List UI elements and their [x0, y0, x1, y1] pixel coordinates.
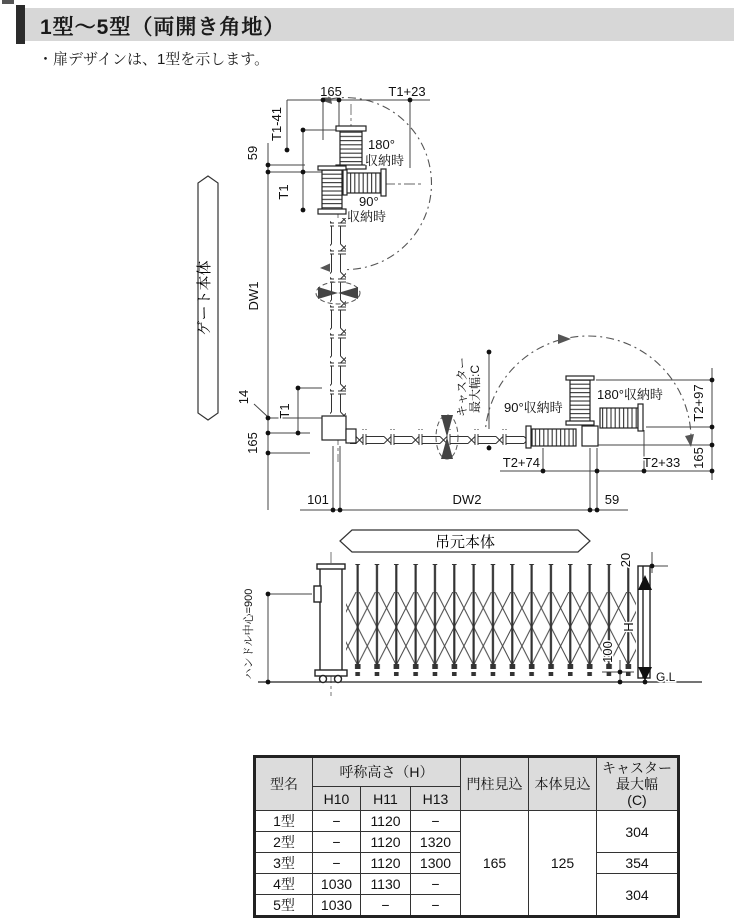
technical-drawing: [0, 70, 740, 720]
dim-t1plus23: T1+23: [388, 84, 426, 99]
label-180-stored-right: 180°収納時: [597, 387, 663, 402]
cell-caster-width: 304: [597, 874, 679, 917]
corner-post: [322, 416, 356, 443]
cell-caster-width: 354: [597, 853, 679, 874]
page-edge-mark: [2, 0, 14, 4]
dim-handle-center-900: ハンドル中心=900: [243, 588, 255, 680]
label-ground-level: G.L: [656, 670, 676, 684]
cell-h11: 1120: [361, 853, 411, 874]
dim-h: H: [621, 622, 636, 632]
cell-h11: −: [361, 895, 411, 917]
dim-100: 100: [600, 641, 615, 663]
dim-14: 14: [236, 389, 251, 405]
label-caster-max-width1: キャスター: [455, 356, 469, 418]
hinge-body-banner-label: 吊元本体: [434, 534, 496, 551]
dim-59-left: 59: [245, 145, 260, 161]
caster-header-line3: (C): [627, 792, 647, 809]
label-90-stored-top2: 収納時: [347, 209, 387, 224]
model-name: 2型: [255, 832, 313, 853]
model-name: 4型: [255, 874, 313, 895]
col-header-height-group: 呼称高さ（H）: [313, 757, 461, 787]
dim-165-left: 165: [245, 432, 260, 454]
caster-header-line2: 最大幅: [616, 775, 658, 792]
cell-h10: −: [313, 832, 361, 853]
col-header-pillar-depth: 門柱見込: [461, 757, 529, 811]
cell-h11: 1120: [361, 811, 411, 832]
section-title: 1型～5型（両開き角地）: [40, 16, 286, 39]
cell-h10: 1030: [313, 895, 361, 917]
dim-t2plus33: T2+33: [643, 455, 681, 470]
gate-body-banner-label: ゲート本体: [196, 260, 213, 336]
dim-t1-lower: T1: [277, 403, 292, 419]
col-header-caster-width: [597, 757, 679, 811]
cell-h11: 1130: [361, 874, 411, 895]
label-caster-max-width2: 最大幅:C: [468, 364, 482, 414]
dim-t1minus41: T1-41: [269, 107, 284, 141]
cell-h10: −: [313, 853, 361, 874]
dim-t2plus97: T2+97: [691, 384, 706, 422]
cell-h13: −: [411, 895, 461, 917]
cell-h13: −: [411, 811, 461, 832]
gate-chain-vertical: [330, 218, 346, 430]
dim-20: 20: [618, 552, 633, 568]
model-name: 1型: [255, 811, 313, 832]
design-note: ・扉デザインは、1型を示します。: [38, 51, 270, 68]
label-180-stored-top: 180°: [368, 137, 395, 152]
model-name: 5型: [255, 895, 313, 917]
dim-t2plus74: T2+74: [502, 455, 540, 470]
cell-caster-width: 304: [597, 811, 679, 853]
cell-h10: 1030: [313, 874, 361, 895]
dim-165-right: 165: [691, 447, 706, 469]
label-180-stored-top2: 収納時: [365, 153, 405, 168]
caster-header-line1: キャスター: [602, 759, 672, 776]
col-header-body-depth: 本体見込: [529, 757, 597, 811]
col-header-h10: H10: [313, 787, 361, 811]
dim-dw1: DW1: [246, 281, 261, 311]
dim-101: 101: [307, 492, 329, 507]
col-header-h13: H13: [411, 787, 461, 811]
cell-h13: −: [411, 874, 461, 895]
dim-59-bottom: 59: [604, 492, 620, 507]
cell-h10: −: [313, 811, 361, 832]
elevation-bars: [346, 564, 636, 676]
cell-body-depth: 125: [529, 811, 597, 917]
dim-165-top: 165: [320, 84, 342, 99]
model-name: 3型: [255, 853, 313, 874]
table-row: [255, 811, 679, 832]
spec-table: [253, 755, 680, 918]
cell-h13: 1320: [411, 832, 461, 853]
dim-dw2: DW2: [452, 492, 482, 507]
section-header-bar: [16, 5, 25, 44]
dim-t1-upper: T1: [276, 184, 291, 200]
cell-h13: 1300: [411, 853, 461, 874]
cell-h11: 1120: [361, 832, 411, 853]
cell-pillar-depth: 165: [461, 811, 529, 917]
elevation-post: [314, 564, 347, 683]
label-90-stored-top: 90°: [359, 194, 379, 209]
gate-chain-horizontal: [350, 429, 540, 445]
label-90-stored-right: 90°収納時: [504, 400, 563, 415]
col-header-model: 型名: [255, 757, 313, 811]
col-header-h11: H11: [361, 787, 411, 811]
